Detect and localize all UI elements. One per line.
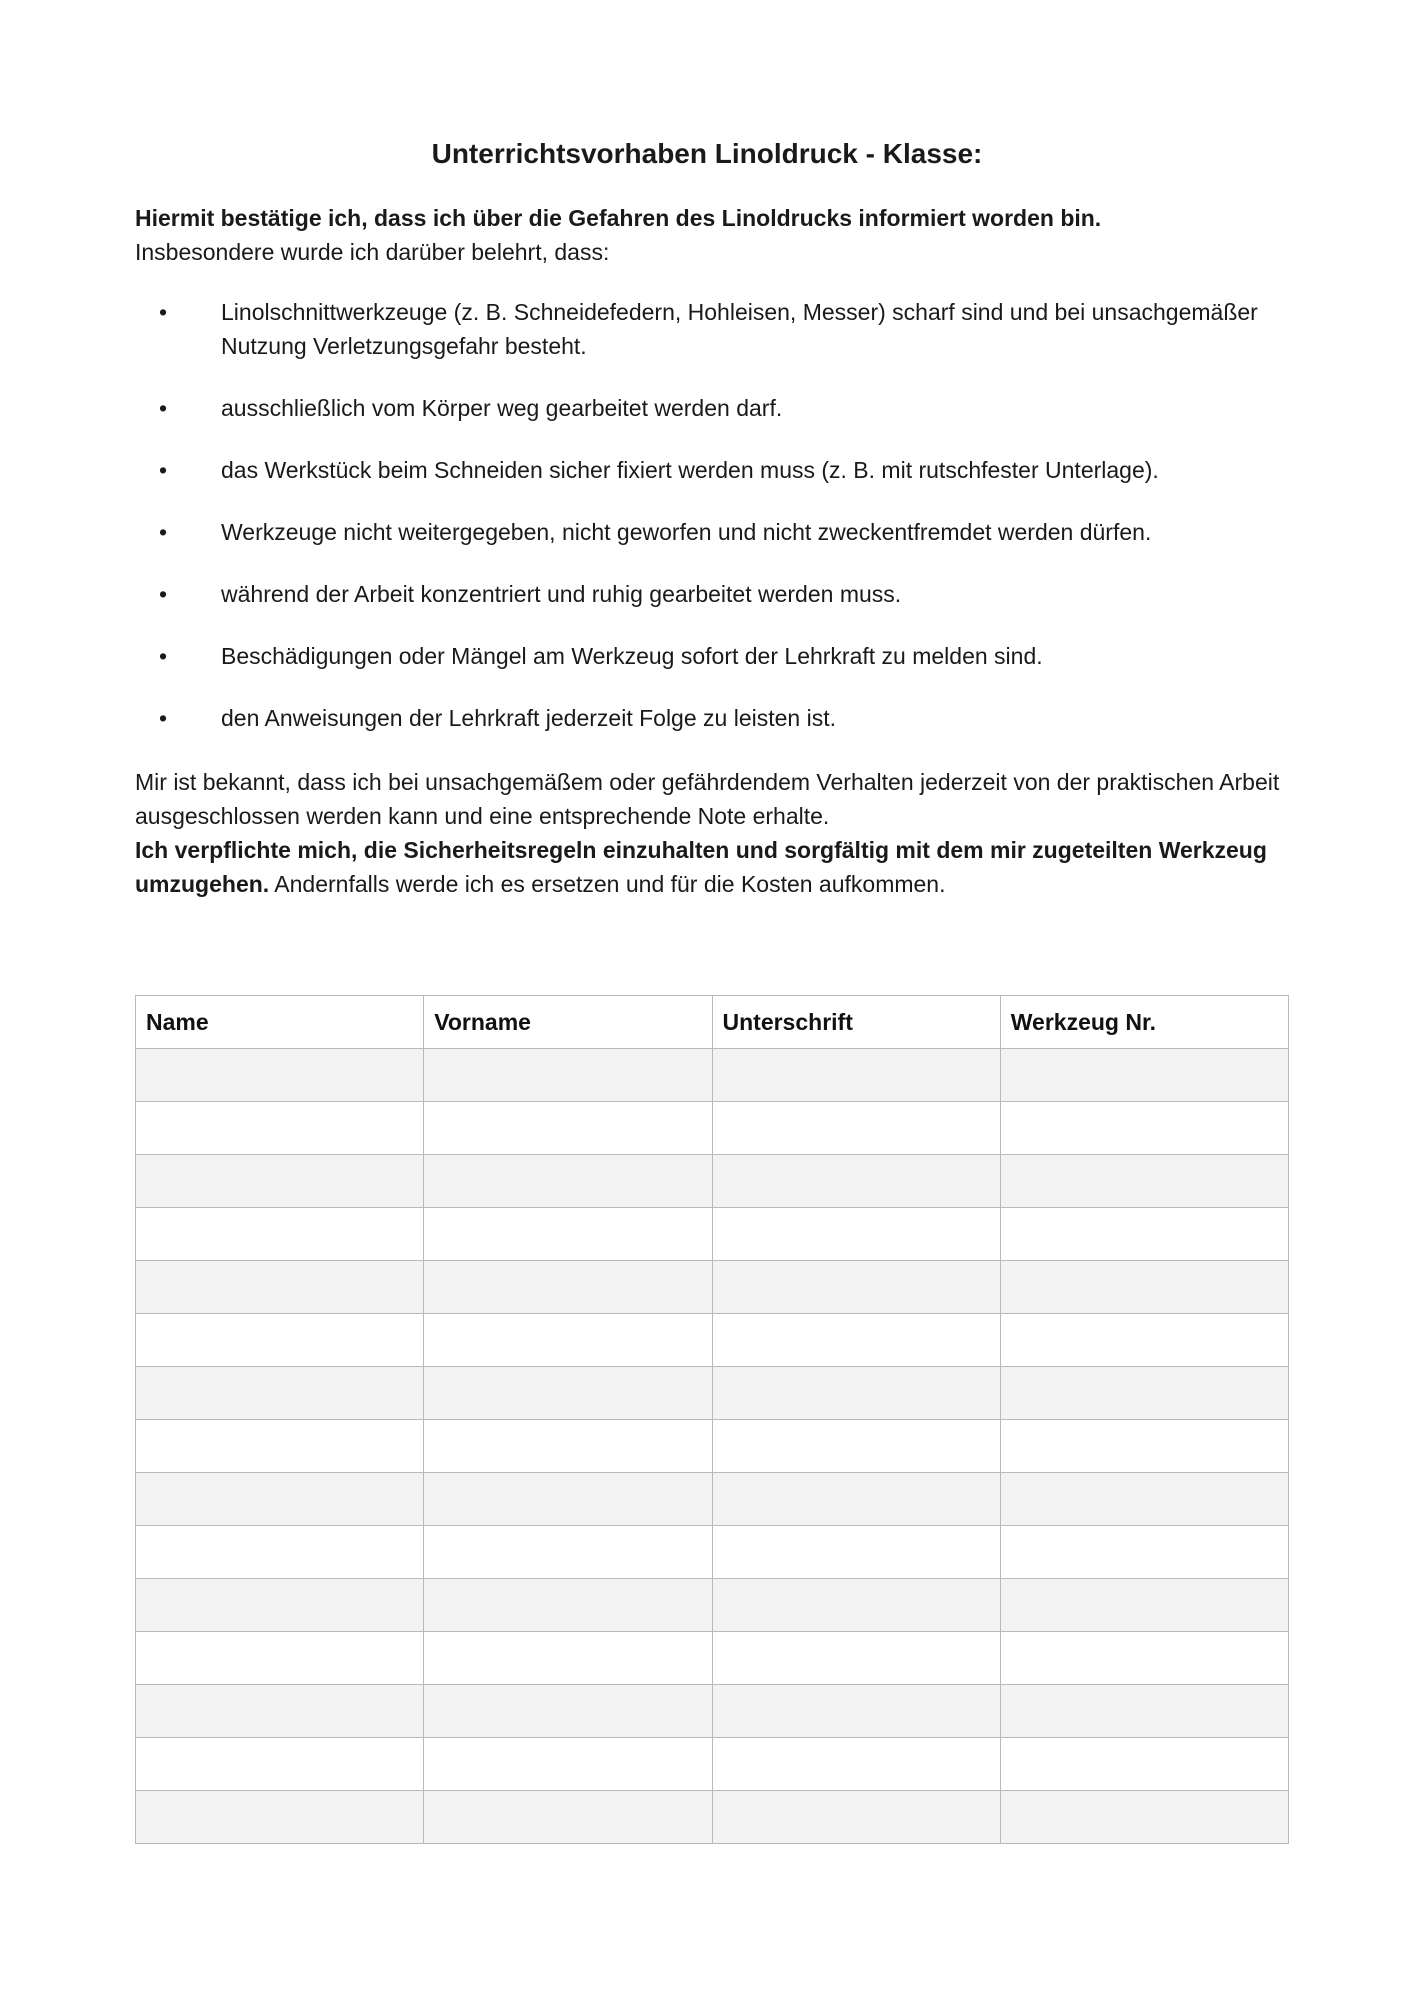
werkzeug-cell[interactable] — [1000, 1738, 1288, 1791]
table-row — [136, 1049, 1289, 1102]
vorname-cell[interactable] — [424, 1526, 712, 1579]
table-row — [136, 1102, 1289, 1155]
list-item — [135, 515, 1295, 549]
list-item — [135, 701, 1295, 735]
table-header-row — [136, 996, 1289, 1049]
rule-text: ausschließlich vom Körper weg gearbeitet werden darf. — [221, 395, 783, 421]
rule-text: Beschädigungen oder Mängel am Werkzeug sofort der Lehrkraft zu melden sind. — [221, 643, 1043, 669]
vorname-cell[interactable] — [424, 1155, 712, 1208]
unterschrift-cell[interactable] — [712, 1791, 1000, 1844]
name-cell[interactable] — [136, 1738, 424, 1791]
name-cell[interactable] — [136, 1685, 424, 1738]
name-cell[interactable] — [136, 1155, 424, 1208]
unterschrift-cell[interactable] — [712, 1314, 1000, 1367]
list-item — [135, 391, 1295, 425]
vorname-cell[interactable] — [424, 1579, 712, 1632]
unterschrift-cell[interactable] — [712, 1526, 1000, 1579]
column-header-name: Name — [136, 996, 424, 1049]
werkzeug-cell[interactable] — [1000, 1579, 1288, 1632]
vorname-cell[interactable] — [424, 1791, 712, 1844]
name-cell[interactable] — [136, 1632, 424, 1685]
table-row — [136, 1261, 1289, 1314]
name-cell[interactable] — [136, 1261, 424, 1314]
vorname-cell[interactable] — [424, 1102, 712, 1155]
rule-text: Werkzeuge nicht weitergegeben, nicht geworfen und nicht zweckentfremdet werden dürfen. — [221, 519, 1152, 545]
bullet-icon: • — [159, 519, 168, 545]
table-row — [136, 1791, 1289, 1844]
rule-text: Linolschnittwerkzeuge (z. B. Schneidefedern, Hohleisen, Messer) scharf sind und bei unsachgemäßer Nutzung Verletzungsgefahr besteht. — [221, 299, 1258, 359]
table-row — [136, 1526, 1289, 1579]
list-item — [135, 295, 1295, 363]
signature-table — [135, 995, 1289, 1844]
bullet-icon: • — [159, 643, 168, 669]
vorname-cell[interactable] — [424, 1685, 712, 1738]
bullet-icon: • — [159, 457, 168, 483]
werkzeug-cell[interactable] — [1000, 1155, 1288, 1208]
signature-table-body — [136, 1049, 1289, 1844]
unterschrift-cell[interactable] — [712, 1579, 1000, 1632]
vorname-cell[interactable] — [424, 1632, 712, 1685]
werkzeug-cell[interactable] — [1000, 1102, 1288, 1155]
column-header-vorname: Vorname — [424, 996, 712, 1049]
werkzeug-cell[interactable] — [1000, 1208, 1288, 1261]
werkzeug-cell[interactable] — [1000, 1420, 1288, 1473]
name-cell[interactable] — [136, 1420, 424, 1473]
document-title: Unterrichtsvorhaben Linoldruck - Klasse: — [431, 138, 983, 169]
table-row — [136, 1155, 1289, 1208]
werkzeug-cell[interactable] — [1000, 1367, 1288, 1420]
name-cell[interactable] — [136, 1526, 424, 1579]
name-cell[interactable] — [136, 1208, 424, 1261]
vorname-cell[interactable] — [424, 1367, 712, 1420]
table-row — [136, 1208, 1289, 1261]
werkzeug-cell[interactable] — [1000, 1314, 1288, 1367]
unterschrift-cell[interactable] — [712, 1102, 1000, 1155]
unterschrift-cell[interactable] — [712, 1208, 1000, 1261]
intro-instruction: Insbesondere wurde ich darüber belehrt, dass: — [135, 239, 610, 265]
closing-paragraph — [135, 765, 1295, 901]
werkzeug-cell[interactable] — [1000, 1473, 1288, 1526]
closing-commitment: Ich verpflichte mich, die Sicherheitsregeln einzuhalten und sorgfältig mit dem mir zugeteilten Werkzeug umzugehen. — [135, 837, 1267, 897]
unterschrift-cell[interactable] — [712, 1155, 1000, 1208]
closing-consequence: Andernfalls werde ich es ersetzen und für die Kosten aufkommen. — [269, 871, 946, 897]
name-cell[interactable] — [136, 1579, 424, 1632]
vorname-cell[interactable] — [424, 1049, 712, 1102]
unterschrift-cell[interactable] — [712, 1367, 1000, 1420]
list-item — [135, 577, 1295, 611]
table-row — [136, 1685, 1289, 1738]
rule-text: während der Arbeit konzentriert und ruhig gearbeitet werden muss. — [221, 581, 902, 607]
unterschrift-cell[interactable] — [712, 1632, 1000, 1685]
list-item — [135, 453, 1295, 487]
unterschrift-cell[interactable] — [712, 1420, 1000, 1473]
werkzeug-cell[interactable] — [1000, 1049, 1288, 1102]
unterschrift-cell[interactable] — [712, 1685, 1000, 1738]
table-row — [136, 1738, 1289, 1791]
table-row — [136, 1579, 1289, 1632]
closing-notice: Mir ist bekannt, dass ich bei unsachgemäßem oder gefährdendem Verhalten jederzeit von der praktischen Arbeit ausgeschlossen werden kann und eine entsprechende Note erhalte. — [135, 769, 1280, 829]
safety-rules-list — [135, 295, 1295, 763]
bullet-icon: • — [159, 581, 168, 607]
vorname-cell[interactable] — [424, 1473, 712, 1526]
werkzeug-cell[interactable] — [1000, 1526, 1288, 1579]
table-row — [136, 1632, 1289, 1685]
table-row — [136, 1367, 1289, 1420]
name-cell[interactable] — [136, 1367, 424, 1420]
intro-confirmation: Hiermit bestätige ich, dass ich über die Gefahren des Linoldrucks informiert worden bin. — [135, 205, 1102, 231]
unterschrift-cell[interactable] — [712, 1049, 1000, 1102]
vorname-cell[interactable] — [424, 1261, 712, 1314]
werkzeug-cell[interactable] — [1000, 1632, 1288, 1685]
vorname-cell[interactable] — [424, 1314, 712, 1367]
column-header-unterschrift: Unterschrift — [712, 996, 1000, 1049]
bullet-icon: • — [159, 395, 168, 421]
vorname-cell[interactable] — [424, 1420, 712, 1473]
rule-text: den Anweisungen der Lehrkraft jederzeit Folge zu leisten ist. — [221, 705, 836, 731]
unterschrift-cell[interactable] — [712, 1738, 1000, 1791]
werkzeug-cell[interactable] — [1000, 1685, 1288, 1738]
vorname-cell[interactable] — [424, 1208, 712, 1261]
werkzeug-cell[interactable] — [1000, 1791, 1288, 1844]
table-row — [136, 1420, 1289, 1473]
name-cell[interactable] — [136, 1049, 424, 1102]
bullet-icon: • — [159, 705, 168, 731]
vorname-cell[interactable] — [424, 1738, 712, 1791]
table-row — [136, 1473, 1289, 1526]
unterschrift-cell[interactable] — [712, 1473, 1000, 1526]
intro-paragraph — [135, 201, 1295, 269]
werkzeug-cell[interactable] — [1000, 1261, 1288, 1314]
name-cell[interactable] — [136, 1791, 424, 1844]
list-item — [135, 639, 1295, 673]
unterschrift-cell[interactable] — [712, 1261, 1000, 1314]
rule-text: das Werkstück beim Schneiden sicher fixiert werden muss (z. B. mit rutschfester Unterlage). — [221, 457, 1159, 483]
column-header-werkzeug: Werkzeug Nr. — [1000, 996, 1288, 1049]
table-row — [136, 1314, 1289, 1367]
name-cell[interactable] — [136, 1314, 424, 1367]
name-cell[interactable] — [136, 1473, 424, 1526]
bullet-icon: • — [159, 299, 168, 325]
name-cell[interactable] — [136, 1102, 424, 1155]
